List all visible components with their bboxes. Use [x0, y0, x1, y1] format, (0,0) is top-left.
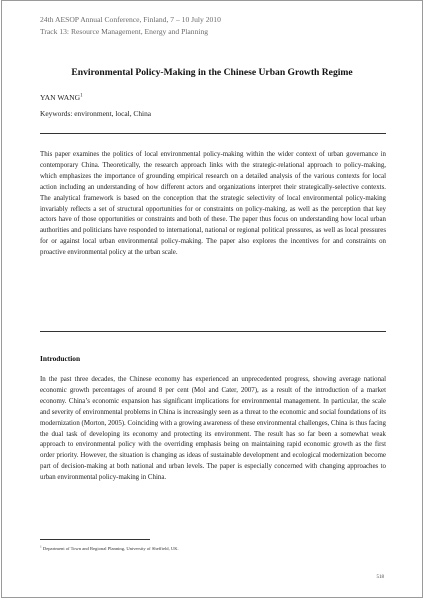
author-name-text: YAN WANG: [40, 93, 81, 102]
keywords: Keywords: environment, local, China: [40, 109, 152, 118]
abstract-bottom-rule: [40, 331, 386, 332]
introduction-heading: Introduction: [40, 354, 81, 363]
footnote: [40, 546, 179, 551]
author-footnote-mark: 1: [80, 93, 83, 99]
page-number: 518: [376, 575, 384, 580]
running-header: [40, 14, 221, 38]
footnote-text: Department of Town and Regional Planning, University of Sheffield, UK.: [42, 546, 179, 551]
paper-page: [1, 0, 423, 598]
abstract-text: This paper examines the politics of local environmental policy-making within the wider context of urban governance in contemporary China. Theoretically, the research approach links with the strategic-relational approach to policy-making, which emphasizes the importance of grounding empirical research on a detailed analysis of the various contexts for local action including an understanding of how different actors and organizations interpret their strategically-selective contexts. The analytical framework is based on the conception that the strategic selectivity of local environmental policy-making invariably reflects a set of structural opportunities for or constraints on policy-making, as well as the perception that key actors have of those opportunities or constraints and both of these. The paper thus focus on understanding how local urban authorities and politicians have responded to international, national or regional political pressures, as well as local pressures for or against local urban environmental policy-making. The paper also explores the incentives for and constraints on proactive environmental policy at the urban scale.: [40, 151, 386, 257]
introduction-text: In the past three decades, the Chinese economy has experienced an unprecedented progress, showing average national economic growth percentages of around 8 per cent (Mol and Cater, 2007), as a result of the introduction of a market economy. China’s economic expansion has significant implications for environmental management. In particular, the scale and severity of environmental problems in China is increasingly seen as a threat to the economic and social foundations of its modernization (Morton, 2005). Coinciding with a growing awareness of these environmental challenges, China is thus facing the dual task of developing its economy and protecting its environment. The result has so far been a somewhat weak approach to environmental policy with the overriding emphasis being on maintaining rapid economic growth as the first order priority. However, the situation is changing as ideas of sustainable development and ecological modernization become part of decision-making at both national and urban levels. The paper is especially concerned with changing approaches to urban environmental policy-making in China.: [40, 376, 386, 482]
track-line: Track 13: Resource Management, Energy and Planning: [40, 27, 209, 36]
author-name: [40, 93, 83, 102]
footnote-mark: 1: [40, 544, 42, 549]
conference-line: 24th AESOP Annual Conference, Finland, 7 – 10 July 2010: [40, 15, 221, 24]
paper-title: Environmental Policy-Making in the Chinese Urban Growth Regime: [71, 67, 353, 78]
footnote-rule: [40, 539, 150, 540]
abstract-top-rule: [40, 133, 386, 134]
